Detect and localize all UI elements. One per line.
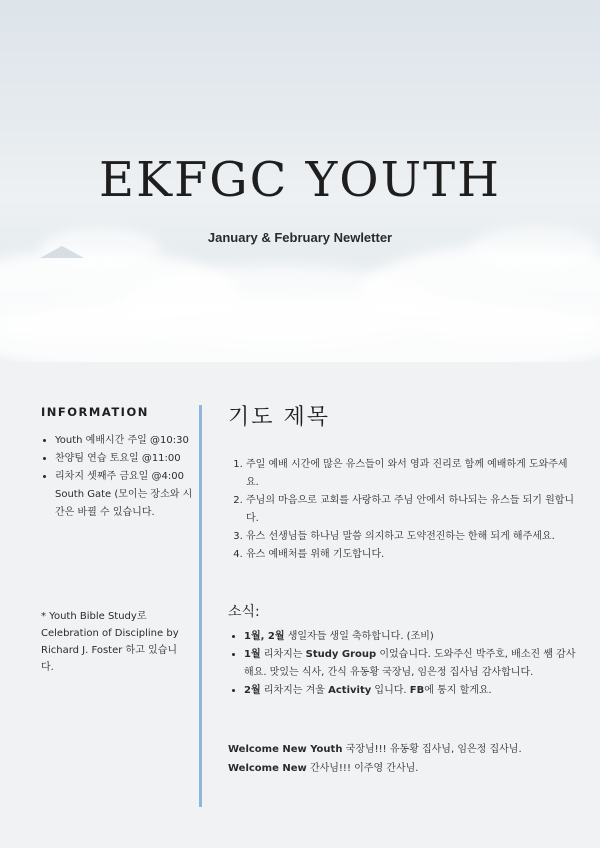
prayer-list (230, 456, 578, 564)
bible-study-note: * Youth Bible Study로 Celebration of Discipline by Richard J. Foster 하고 있습니다. (41, 611, 179, 673)
prayer-item: 3. 유스 선생님들 하나님 말씀 의지하고 도약전진하는 한해 되게 해주세요. (246, 528, 578, 546)
welcome-youth-director: Welcome New Youth 국장님!!! 유동황 집사님, 임은정 집사님. (228, 744, 522, 755)
information-item: • Youth 예배시간 주일 @10:30 (55, 432, 197, 450)
news-list (230, 628, 576, 700)
welcome-staff: Welcome New 간사님!!! 이주영 간사님. (228, 763, 419, 774)
newsletter-subtitle: January & February Newletter (207, 230, 393, 245)
newsletter-title: EKFGC YOUTH (99, 152, 501, 208)
news-item: • 1월, 2월 생일자들 생일 축하합니다. (조비) (244, 628, 576, 646)
information-heading: INFORMATION (41, 405, 149, 419)
news-heading: 소식: (228, 604, 260, 620)
mountain-peak-shape (40, 246, 84, 258)
cloud-shape (0, 295, 600, 362)
prayer-item: 2. 주님의 마음으로 교회를 사랑하고 주님 안에서 하나되는 유스들 되기 원합니다. (246, 492, 578, 528)
prayer-item: 4. 유스 예배처를 위해 기도합니다. (246, 546, 578, 564)
news-item: • 2월 리차지는 겨울 Activity 입니다. FB에 통지 할게요. (244, 682, 576, 700)
prayer-item: 1. 주일 예배 시간에 많은 유스들이 와서 영과 진리로 함께 예배하게 도와주세요. (246, 456, 578, 492)
information-list (41, 432, 197, 522)
column-divider (199, 405, 202, 807)
information-item: • 찬양팀 연습 토요일 @11:00 (55, 450, 197, 468)
news-item: • 1월 리차지는 Study Group 이었습니다. 도와주신 박주호, 배소진 쌤 감사해요. 맛있는 식사, 간식 유동황 국장님, 임은정 집사님 감사합니다. (244, 646, 576, 682)
information-item: • 리차지 셋째주 금요일 @4:00 South Gate (모이는 장소와 시간은 바뀔 수 있습니다. (55, 468, 197, 522)
hero-banner (0, 0, 600, 362)
prayer-heading: 기도 제목 (228, 405, 331, 430)
